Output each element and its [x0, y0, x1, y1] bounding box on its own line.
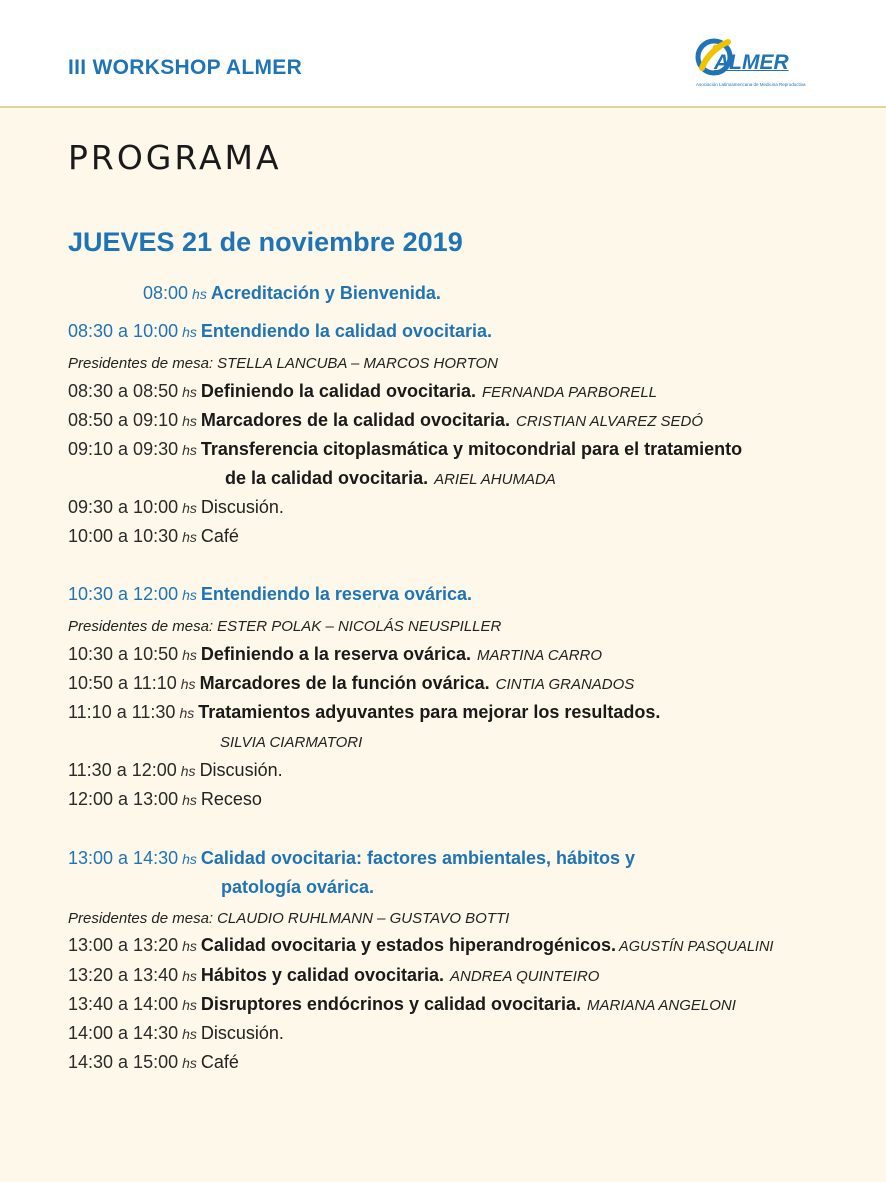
item-time: 08:50 a 09:10: [68, 410, 179, 430]
item-time: 14:00 a 14:30: [68, 1023, 179, 1043]
item-title: Calidad ovocitaria y estados hiperandrogénicos.: [200, 935, 617, 955]
item-time: 10:00 a 10:30: [68, 526, 179, 546]
presidents-row: [68, 906, 509, 930]
hs-label: hs: [182, 442, 197, 458]
presidents-names: STELLA LANCUBA – MARCOS HORTON: [217, 355, 498, 372]
presidents-row: [68, 351, 498, 375]
logo-tagline: Asociación Latinoamericana de Medicina Reproductiva: [696, 82, 806, 87]
item-title: Marcadores de la función ovárica.: [199, 673, 490, 693]
item-speaker: AGUSTÍN PASQUALINI: [619, 939, 774, 955]
session-title: Calidad ovocitaria: factores ambientales, hábitos y: [200, 848, 636, 868]
item-title: Café: [200, 526, 239, 546]
day-heading: JUEVES 21 de noviembre 2019: [68, 227, 463, 257]
item-title: Receso: [200, 789, 262, 809]
item-speaker: MARTINA CARRO: [477, 647, 603, 664]
item-speaker: SILVIA CIARMATORI: [220, 734, 363, 751]
session-title-continued: patología ovárica.: [221, 877, 375, 897]
item-title: Disruptores endócrinos y calidad ovocitaria.: [200, 994, 582, 1014]
item-title: Café: [200, 1052, 239, 1072]
item-title-continued: de la calidad ovocitaria.: [225, 468, 429, 488]
item-title: Transferencia citoplasmática y mitocondrial para el tratamiento: [200, 439, 743, 459]
item-time: 10:50 a 11:10: [68, 673, 177, 693]
session-time: 13:00 a 14:30: [68, 848, 179, 868]
opening-title: Acreditación y Bienvenida.: [210, 283, 441, 303]
hs-label: hs: [182, 792, 197, 808]
hs-label: hs: [182, 384, 197, 400]
hs-label: hs: [182, 647, 197, 663]
item-title: Discusión.: [199, 760, 283, 780]
session-time: 10:30 a 12:00: [68, 584, 179, 604]
hs-label: hs: [182, 997, 197, 1013]
hs-label: hs: [182, 851, 197, 867]
session-header: [68, 320, 492, 343]
item-speaker: ANDREA QUINTEIRO: [450, 968, 600, 985]
item-time: 14:30 a 15:00: [68, 1052, 179, 1072]
item-time: 08:30 a 08:50: [68, 381, 179, 401]
presidents-row: [68, 614, 501, 638]
item-speaker: ARIEL AHUMADA: [434, 471, 556, 488]
item-title: Definiendo a la reserva ovárica.: [200, 644, 472, 664]
opening-time: 08:00: [143, 283, 189, 303]
session-title: Entendiendo la reserva ovárica.: [200, 584, 473, 604]
presidents-names: ESTER POLAK – NICOLÁS NEUSPILLER: [217, 618, 502, 635]
program-item: [68, 701, 660, 724]
item-title: Tratamientos adyuvantes para mejorar los resultados.: [198, 702, 661, 722]
hs-label: hs: [182, 587, 197, 603]
item-speaker: CINTIA GRANADOS: [495, 676, 635, 693]
program-item: [68, 672, 634, 696]
item-speaker: CRISTIAN ALVAREZ SEDÓ: [516, 413, 704, 430]
program-item: [68, 993, 736, 1017]
item-speaker: FERNANDA PARBORELL: [481, 384, 658, 401]
item-title: Marcadores de la calidad ovocitaria.: [200, 410, 511, 430]
program-item: [68, 496, 284, 519]
program-item: [68, 788, 262, 811]
presidents-label: Presidentes de mesa:: [68, 618, 214, 635]
hs-label: hs: [182, 413, 197, 429]
session-header-continuation: [221, 876, 374, 898]
program-item: [68, 409, 703, 433]
logo-name: ALMER: [714, 51, 789, 74]
item-title: Discusión.: [200, 497, 284, 517]
header-bar: [0, 0, 886, 108]
hs-label: hs: [180, 763, 196, 779]
session-header: [68, 847, 635, 870]
item-time: 13:40 a 14:00: [68, 994, 179, 1014]
almer-logo: [694, 32, 812, 90]
item-time: 09:10 a 09:30: [68, 439, 179, 459]
item-title: Definiendo la calidad ovocitaria.: [200, 381, 476, 401]
workshop-title: III WORKSHOP ALMER: [68, 56, 303, 79]
program-item: [68, 438, 742, 461]
hs-label: hs: [179, 705, 195, 721]
hs-label: hs: [182, 500, 197, 516]
hs-label: hs: [182, 1026, 197, 1042]
program-item: [68, 525, 239, 548]
program-item: [68, 643, 602, 667]
item-time: 09:30 a 10:00: [68, 497, 179, 517]
item-time: 10:30 a 10:50: [68, 644, 179, 664]
session-header: [68, 583, 472, 606]
item-speaker: MARIANA ANGELONI: [587, 997, 736, 1014]
presidents-names: CLAUDIO RUHLMANN – GUSTAVO BOTTI: [217, 910, 510, 927]
presidents-label: Presidentes de mesa:: [68, 355, 214, 372]
program-item: [68, 1022, 284, 1045]
hs-label: hs: [182, 1055, 197, 1071]
program-item: [68, 759, 283, 782]
item-time: 11:10 a 11:30: [68, 702, 176, 722]
item-title: Discusión.: [200, 1023, 284, 1043]
program-item: [68, 380, 657, 404]
hs-label: hs: [192, 286, 207, 302]
program-item: [68, 934, 773, 958]
hs-label: hs: [182, 529, 197, 545]
presidents-label: Presidentes de mesa:: [68, 910, 214, 927]
program-item: [68, 1051, 239, 1074]
item-time: 13:00 a 13:20: [68, 935, 179, 955]
session-time: 08:30 a 10:00: [68, 321, 179, 341]
page-title: PROGRAMA: [68, 138, 282, 177]
item-title: Hábitos y calidad ovocitaria.: [200, 965, 444, 985]
hs-label: hs: [182, 938, 197, 954]
item-time: 11:30 a 12:00: [68, 760, 177, 780]
hs-label: hs: [180, 676, 196, 692]
program-item: [68, 964, 599, 988]
hs-label: hs: [182, 968, 197, 984]
program-item-continuation: [225, 467, 556, 491]
item-time: 12:00 a 13:00: [68, 789, 179, 809]
item-time: 13:20 a 13:40: [68, 965, 179, 985]
session-title: Entendiendo la calidad ovocitaria.: [200, 321, 492, 341]
opening-row: [143, 282, 441, 305]
hs-label: hs: [182, 324, 197, 340]
program-item-continuation: [214, 730, 362, 754]
